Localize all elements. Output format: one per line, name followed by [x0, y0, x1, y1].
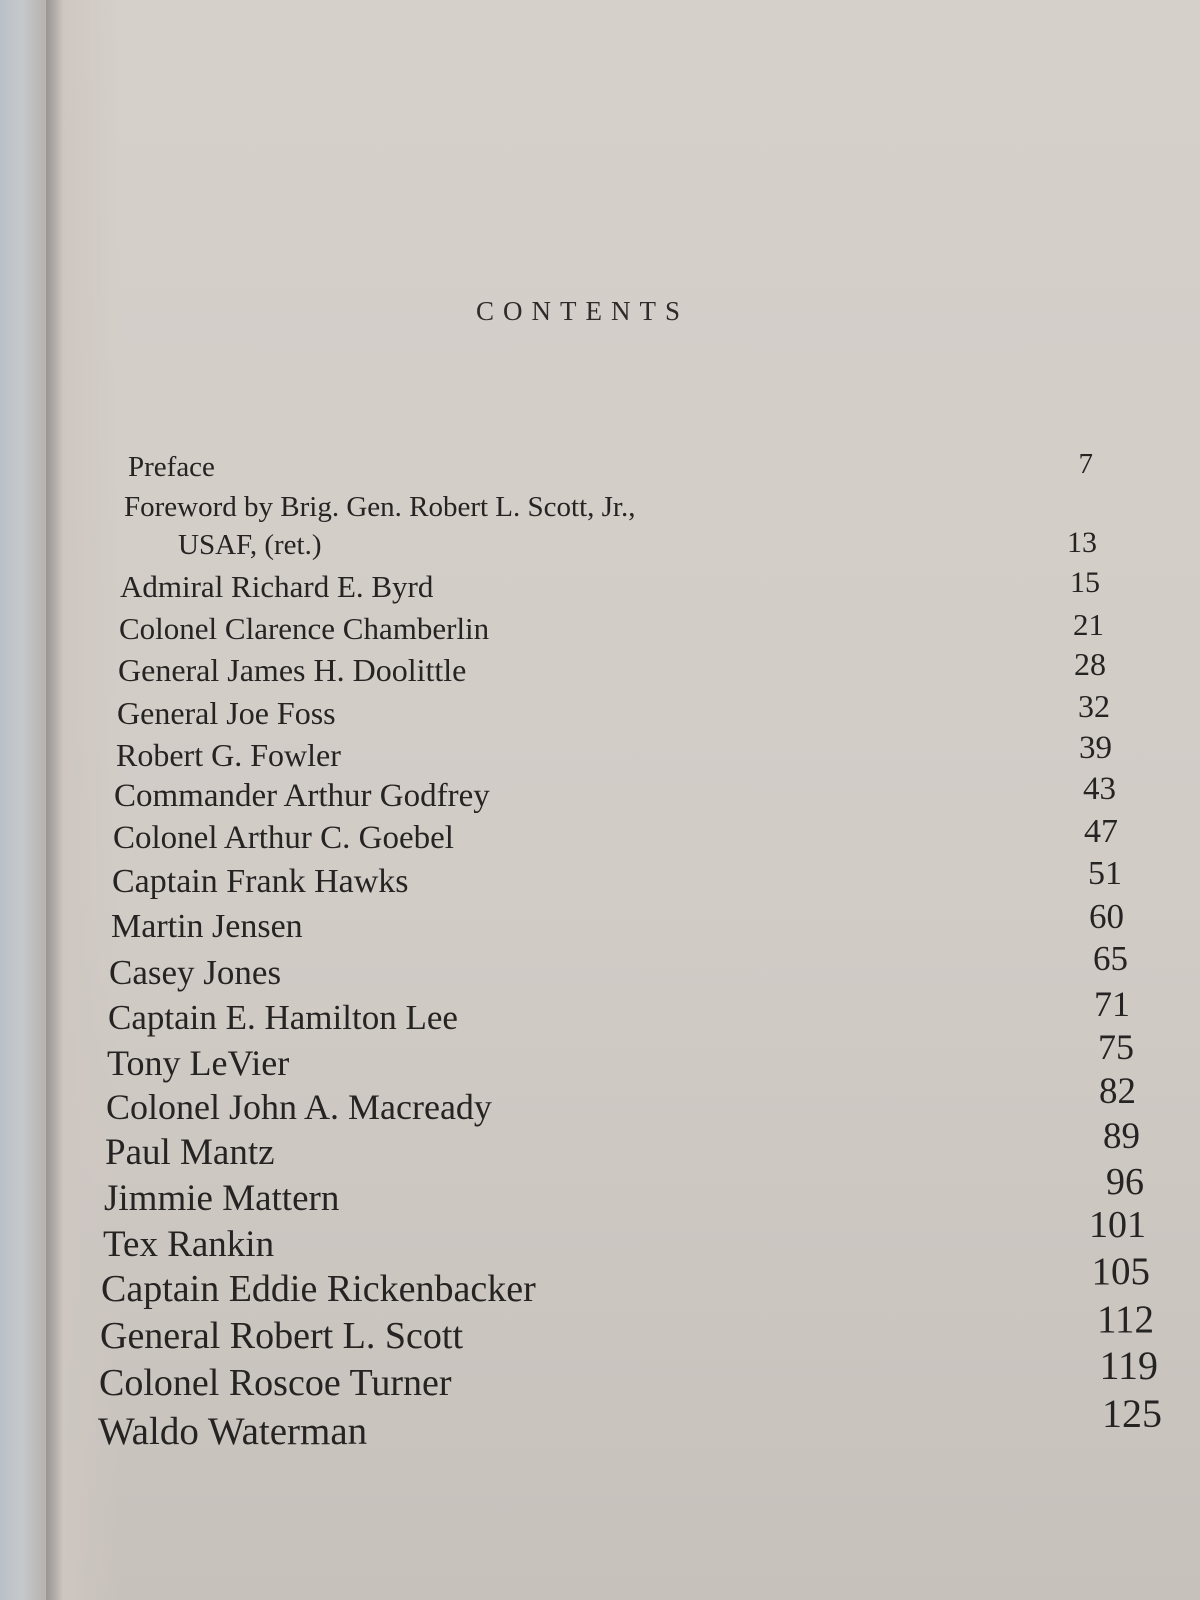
- toc-entry-title: General James H. Doolittle: [118, 652, 467, 688]
- toc-entry-title: Colonel Arthur C. Goebel: [113, 820, 454, 856]
- toc-entry-title: Jimmie Mattern: [104, 1178, 340, 1219]
- toc-entry-title: General Joe Foss: [117, 695, 336, 731]
- toc-entry-page-number: 82: [1099, 1071, 1136, 1112]
- toc-entry-page-number: 13: [1067, 526, 1097, 559]
- toc-entry-page-number: 96: [1106, 1161, 1144, 1203]
- toc-entry-page-number: 43: [1083, 771, 1116, 807]
- contents-heading: CONTENTS: [476, 296, 689, 326]
- toc-entry-page-number: 119: [1099, 1343, 1158, 1388]
- toc-entry-title: General Robert L. Scott: [100, 1315, 464, 1357]
- toc-entry-page-number: 47: [1084, 813, 1118, 850]
- toc-entry-page-number: 39: [1079, 730, 1112, 766]
- toc-entry-title: Colonel Roscoe Turner: [99, 1362, 452, 1404]
- toc-entry-title: Captain Eddie Rickenbacker: [101, 1268, 536, 1310]
- toc-entry-page-number: 65: [1093, 939, 1128, 978]
- toc-entry-page-number: 101: [1089, 1204, 1146, 1246]
- toc-entry-page-number: 21: [1073, 607, 1104, 642]
- toc-entry-title: Colonel Clarence Chamberlin: [119, 611, 490, 646]
- toc-entry-title: Waldo Waterman: [98, 1410, 368, 1453]
- toc-entry-page-number: 32: [1078, 688, 1110, 724]
- toc-entry-page-number: 51: [1088, 855, 1122, 892]
- toc-entry-title: Paul Mantz: [105, 1132, 275, 1173]
- toc-entry-page-number: 7: [1078, 448, 1093, 480]
- toc-entry-title: Tony LeVier: [107, 1043, 290, 1083]
- toc-entry-page-number: 112: [1096, 1298, 1154, 1341]
- toc-entry-title: Captain Frank Hawks: [112, 863, 409, 900]
- toc-entry-title: Casey Jones: [109, 953, 282, 992]
- toc-entry-page-number: 28: [1074, 646, 1106, 682]
- toc-entry-page-number: 125: [1102, 1391, 1162, 1436]
- toc-entry-title: Preface: [128, 451, 215, 483]
- toc-entry-title: Captain E. Hamilton Lee: [108, 998, 458, 1037]
- toc-entry-page-number: 71: [1094, 984, 1130, 1024]
- toc-entry-title-continuation: USAF, (ret.): [178, 529, 322, 561]
- toc-entry-title: Tex Rankin: [103, 1224, 275, 1265]
- toc-entry-title: Colonel John A. Macready: [106, 1087, 492, 1127]
- toc-entry-title: Foreword by Brig. Gen. Robert L. Scott, Jr.,: [124, 491, 636, 523]
- toc-entry-page-number: 60: [1089, 897, 1124, 936]
- toc-entry-title: Martin Jensen: [111, 908, 303, 945]
- toc-entry-title: Robert G. Fowler: [116, 737, 341, 773]
- toc-entry-page-number: 15: [1070, 566, 1100, 599]
- toc-entry-page-number: 89: [1103, 1116, 1140, 1157]
- toc-entry-page-number: 105: [1091, 1250, 1150, 1293]
- toc-entry-title: Commander Arthur Godfrey: [114, 778, 490, 814]
- toc-entry-title: Admiral Richard E. Byrd: [120, 569, 434, 604]
- toc-entry-page-number: 75: [1098, 1027, 1134, 1067]
